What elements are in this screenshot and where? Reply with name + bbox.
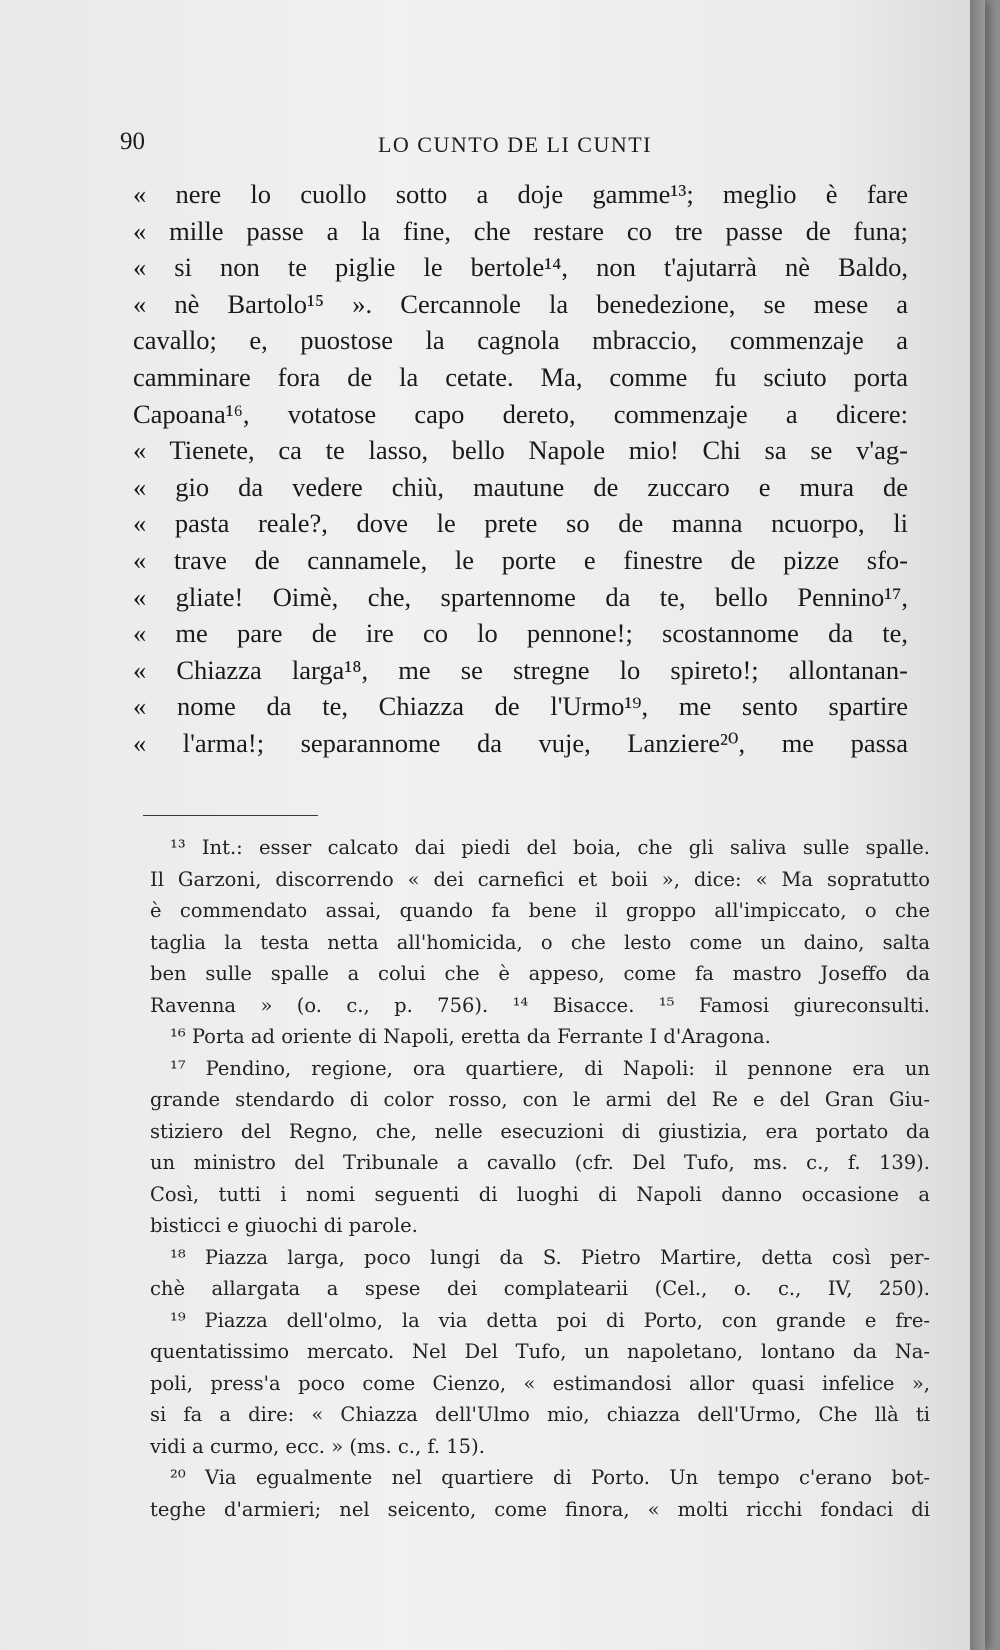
footnote-line: ²⁰ Via egualmente nel quartiere di Porto. Un tempo c'erano bot- (170, 1466, 930, 1489)
running-title: LO CUNTO DE LI CUNTI (377, 132, 652, 157)
footnote-line: ¹³ Int.: esser calcato dai piedi del boia, che gli saliva sulle spalle. (170, 836, 930, 859)
text-line: « gliate! Oimè, che, spartennome da te, bello Pennino¹⁷, (133, 581, 908, 612)
text-line: Capoana¹⁶, votatose capo dereto, commenzaje a dicere: (133, 398, 908, 429)
text-line: camminare fora de la cetate. Ma, comme fu sciuto porta (133, 361, 908, 392)
footnote-line: un ministro del Tribunale a cavallo (cfr. Del Tufo, ms. c., f. 139). (150, 1151, 930, 1174)
footnote-line: poli, press'a poco come Cienzo, « estimandosi allor quasi infelice », (150, 1371, 930, 1395)
text-line: « l'arma!; separannome da vuje, Lanziere²⁰, me passa (133, 727, 908, 758)
footnote-line: ¹⁹ Piazza dell'olmo, la via detta poi di Porto, con grande e fre- (170, 1308, 930, 1332)
footnote-line: ben sulle spalle a colui che è appeso, come fa mastro Joseffo da (150, 962, 930, 985)
footnote-line: vidi a curmo, ecc. » (ms. c., f. 15). (150, 1434, 485, 1458)
footnote-line: Così, tutti i nomi seguenti di luoghi di Napoli danno occasione a (150, 1182, 930, 1206)
footnote-line: ¹⁸ Piazza larga, poco lungi da S. Pietro Martire, detta così per- (170, 1245, 930, 1269)
text-line: « trave de cannamele, le porte e finestre de pizze sfo- (133, 544, 908, 575)
text-line: « pasta reale?, dove le prete so de manna ncuorpo, li (133, 508, 908, 539)
text-line: « Tienete, ca te lasso, bello Napole mio! Chi sa se v'ag- (133, 435, 908, 466)
text-line: « mille passe a la fine, che restare co tre passe de funa; (133, 215, 908, 246)
main-text-block (133, 176, 908, 762)
text-line: cavallo; e, puostose la cagnola mbraccio, commenzaje a (133, 325, 908, 356)
footnote-line: grande stendardo di color rosso, con le armi del Re e del Gran Giu- (150, 1088, 930, 1111)
footnote-line: Il Garzoni, discorrendo « dei carnefici et boii », dice: « Ma sopratutto (150, 867, 930, 891)
page-edge-shadow (970, 0, 985, 1650)
footnote-line: taglia la testa netta all'homicida, o che lesto come un daino, salta (150, 930, 930, 954)
footnote-line: stiziero del Regno, che, nelle esecuzioni di giustizia, era portato da (150, 1119, 930, 1143)
footnote-line: quentatissimo mercato. Nel Del Tufo, un napoletano, lontano da Na- (150, 1340, 930, 1363)
footnote-line: si fa a dire: « Chiazza dell'Ulmo mio, chiazza dell'Urmo, Che llà ti (150, 1403, 930, 1426)
page-header (120, 124, 910, 164)
footnote-line: ¹⁶ Porta ad oriente di Napoli, eretta da Ferrante I d'Aragona. (170, 1025, 771, 1048)
footnote-line: ¹⁷ Pendino, regione, ora quartiere, di Napoli: il pennone era un (170, 1056, 930, 1080)
footnote-line: Ravenna » (o. c., p. 756). ¹⁴ Bisacce. ¹⁵ Famosi giureconsulti. (150, 993, 930, 1017)
text-line: « nome da te, Chiazza de l'Urmo¹⁹, me sento spartire (133, 691, 908, 722)
footnotes-block (150, 832, 930, 1525)
page-number: 90 (120, 128, 145, 155)
footnote-line: bisticci e giuochi di parole. (150, 1214, 418, 1237)
text-line: « si non te piglie le bertole¹⁴, non t'ajutarrà nè Baldo, (133, 252, 908, 283)
text-line: « me pare de ire co lo pennone!; scostannome da te, (133, 618, 908, 649)
footnote-line: chè allargata a spese dei complatearii (Cel., o. c., IV, 250). (150, 1277, 930, 1300)
text-line: « nè Bartolo¹⁵ ». Cercannole la benedezione, se mese a (133, 288, 908, 319)
footnote-separator-rule (143, 815, 318, 816)
footnote-line: teghe d'armieri; nel seicento, come finora, « molti ricchi fondaci di (150, 1497, 930, 1521)
text-line: « Chiazza larga¹⁸, me se stregne lo spireto!; allontanan- (133, 654, 908, 685)
text-line: « gio da vedere chiù, mautune de zuccaro e mura de (133, 471, 908, 502)
footnote-line: è commendato assai, quando fa bene il groppo all'impiccato, o che (150, 899, 930, 922)
text-line: « nere lo cuollo sotto a doje gamme¹³; meglio è fare (133, 179, 908, 209)
